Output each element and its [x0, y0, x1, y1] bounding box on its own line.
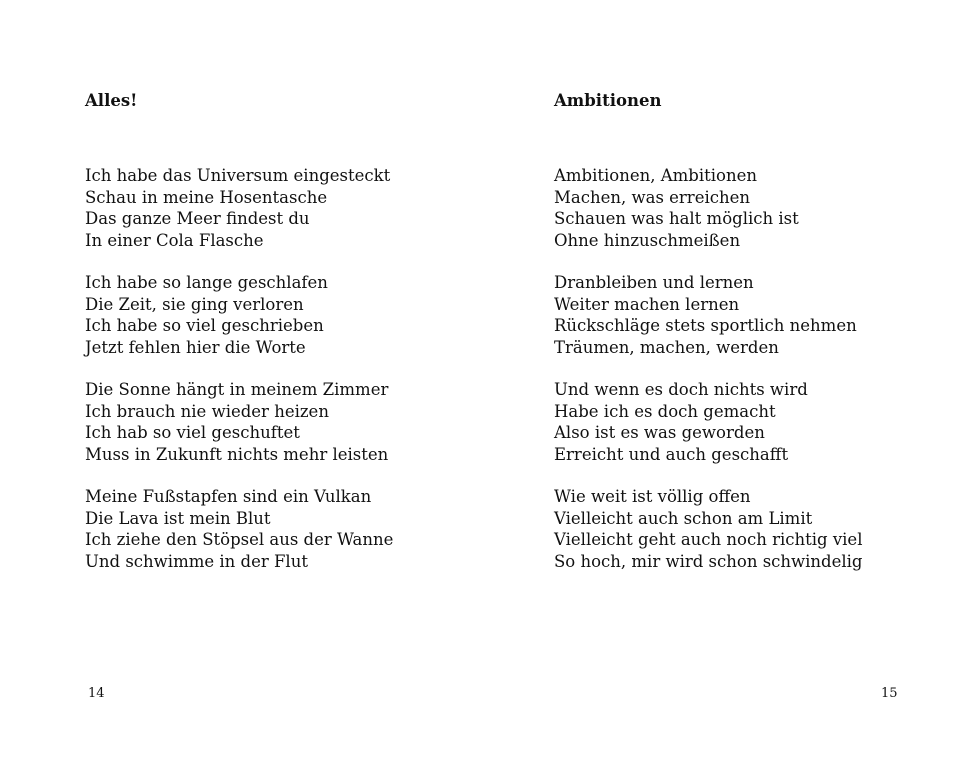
poem-body [85, 165, 393, 572]
poem-line: Das ganze Meer findest du [85, 209, 310, 228]
poem-line: Ich ziehe den Stöpsel aus der Wanne [85, 530, 394, 549]
poem-line: Habe ich es doch gemacht [554, 401, 776, 421]
right-page [490, 0, 980, 765]
poem-line: Ich habe so lange geschlafen [85, 273, 328, 292]
stanza [554, 165, 863, 251]
poem-line: Ich hab so viel geschuftet [85, 423, 300, 442]
poem-line: Und schwimme in der Flut [85, 551, 308, 571]
poem-line: So hoch, mir wird schon schwindelig [554, 551, 863, 571]
stanza [554, 272, 863, 358]
poem-line: Machen, was erreichen [554, 187, 750, 207]
poem-line: Die Zeit, sie ging verloren [85, 294, 304, 314]
poem-ambitionen [554, 90, 863, 593]
poem-line: Muss in Zukunft nichts mehr leisten [85, 444, 389, 464]
poem-line: Und wenn es doch nichts wird [554, 380, 808, 399]
poem-line: Ich brauch nie wieder heizen [85, 401, 329, 421]
poem-line: Weiter machen lernen [554, 294, 740, 314]
poem-line: Also ist es was geworden [554, 423, 765, 442]
poem-line: Ich habe das Universum eingesteckt [85, 166, 391, 185]
poem-line: Meine Fußstapfen sind ein Vulkan [85, 487, 372, 506]
page-number: 15 [881, 686, 898, 701]
poem-line: Vielleicht geht auch noch richtig viel [554, 530, 863, 549]
poem-line: Jetzt fehlen hier die Worte [85, 337, 306, 357]
poem-line: Die Sonne hängt in meinem Zimmer [85, 380, 389, 399]
poem-line: Dranbleiben und lernen [554, 273, 754, 292]
stanza [85, 486, 393, 572]
poem-line: Träumen, machen, werden [554, 337, 779, 357]
poem-line: Die Lava ist mein Blut [85, 508, 271, 528]
poem-line: In einer Cola Flasche [85, 230, 264, 250]
poem-line: Erreicht und auch geschafft [554, 444, 789, 464]
stanza [85, 379, 393, 465]
stanza [554, 486, 863, 572]
stanza [85, 272, 393, 358]
page-number: 14 [88, 686, 105, 701]
poem-alles [85, 90, 393, 593]
poem-line: Rückschläge stets sportlich nehmen [554, 316, 857, 335]
poem-line: Vielleicht auch schon am Limit [554, 508, 813, 528]
poem-title: Alles! [85, 91, 138, 110]
poem-line: Schauen was halt möglich ist [554, 209, 799, 228]
poem-line: Ich habe so viel geschrieben [85, 316, 324, 335]
poem-line: Ambitionen, Ambitionen [554, 166, 758, 185]
poem-body [554, 165, 863, 572]
poem-title: Ambitionen [554, 91, 662, 110]
poem-line: Schau in meine Hosentasche [85, 187, 328, 207]
stanza [554, 379, 863, 465]
poem-line: Wie weit ist völlig offen [554, 487, 751, 506]
stanza [85, 165, 393, 251]
poem-line: Ohne hinzuschmeißen [554, 230, 741, 250]
